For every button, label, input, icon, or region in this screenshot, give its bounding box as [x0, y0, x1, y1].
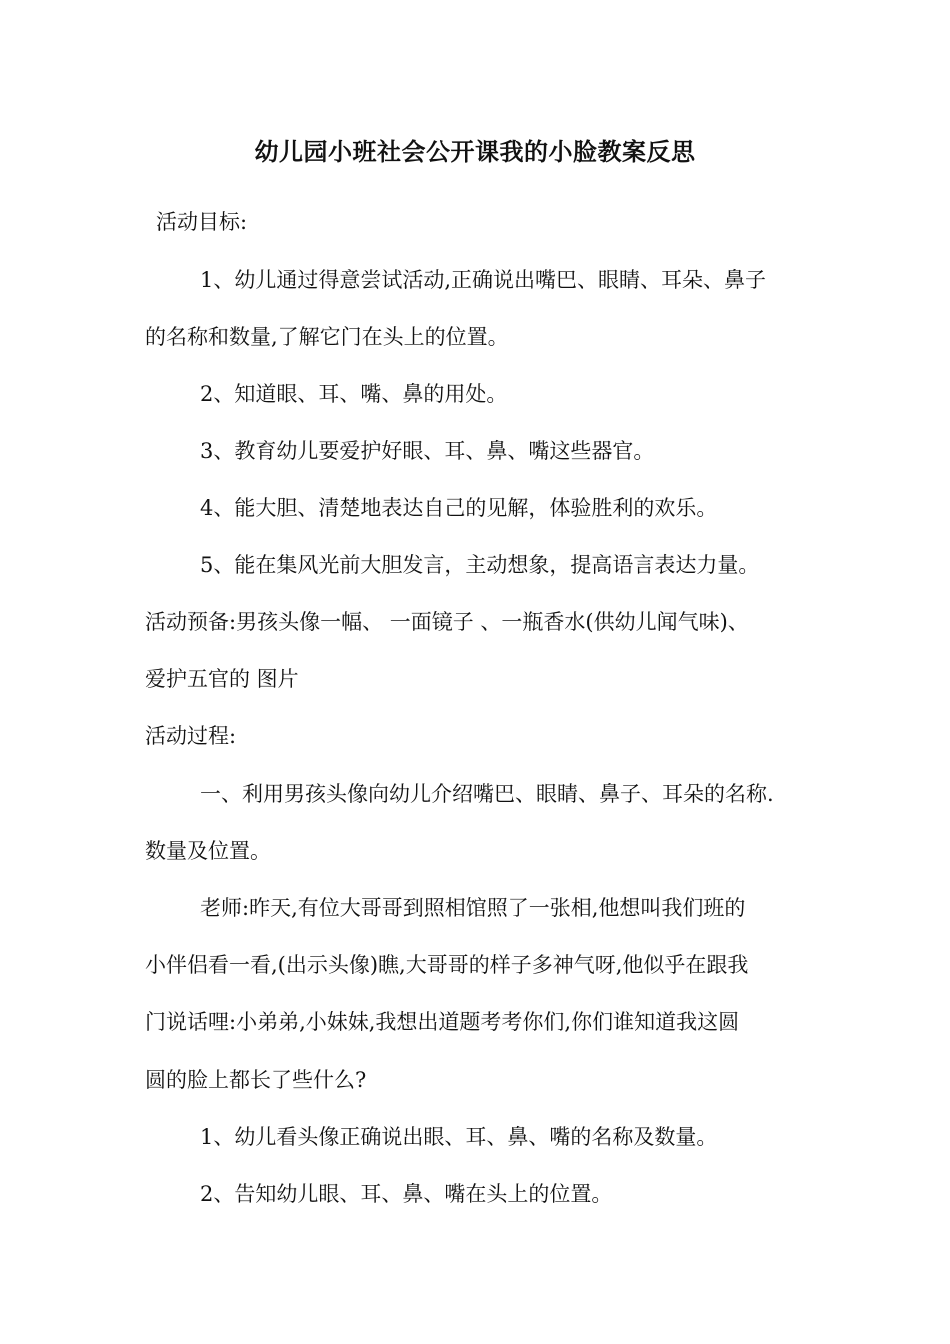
paragraph-line: 一、利用男孩头像向幼儿介绍嘴巴、眼睛、鼻子、耳朵的名称.: [200, 782, 774, 806]
paragraph-line: 圆的脸上都长了些什么?: [145, 1068, 367, 1092]
paragraph-line: 老师:昨天,有位大哥哥到照相馆照了一张相,他想叫我们班的: [200, 896, 746, 920]
section-heading-preparation: 活动预备:男孩头像一幅、 一面镜子 、一瓶香水(供幼儿闻气味)、: [145, 610, 749, 634]
paragraph-line: 爱护五官的 图片: [145, 667, 299, 691]
paragraph-line: 2、告知幼儿眼、耳、鼻、嘴在头上的位置。: [200, 1182, 613, 1206]
paragraph-line: 小伴侣看一看,(出示头像)瞧,大哥哥的样子多神气呀,他似乎在跟我: [145, 953, 749, 977]
document-title: 幼儿园小班社会公开课我的小脸教案反思: [254, 138, 696, 166]
paragraph-line: 2、知道眼、耳、嘴、鼻的用处。: [200, 382, 508, 406]
section-heading-process: 活动过程:: [145, 724, 237, 748]
paragraph-line: 1、幼儿通过得意尝试活动,正确说出嘴巴、眼睛、耳朵、鼻子: [200, 268, 767, 292]
paragraph-line: 3、教育幼儿要爱护好眼、耳、鼻、嘴这些器官。: [200, 439, 655, 463]
paragraph-line: 5、能在集风光前大胆发言，主动想象，提高语言表达力量。: [200, 553, 760, 577]
paragraph-line: 的名称和数量,了解它门在头上的位置。: [145, 325, 509, 349]
paragraph-line: 数量及位置。: [145, 839, 271, 863]
paragraph-line: 1、幼儿看头像正确说出眼、耳、鼻、嘴的名称及数量。: [200, 1125, 718, 1149]
paragraph-line: 4、能大胆、清楚地表达自己的见解，体验胜利的欢乐。: [200, 496, 718, 520]
paragraph-line: 门说话哩:小弟弟,小妹妹,我想出道题考考你们,你们谁知道我这圆: [145, 1010, 740, 1034]
section-heading-goals: 活动目标:: [156, 210, 248, 234]
